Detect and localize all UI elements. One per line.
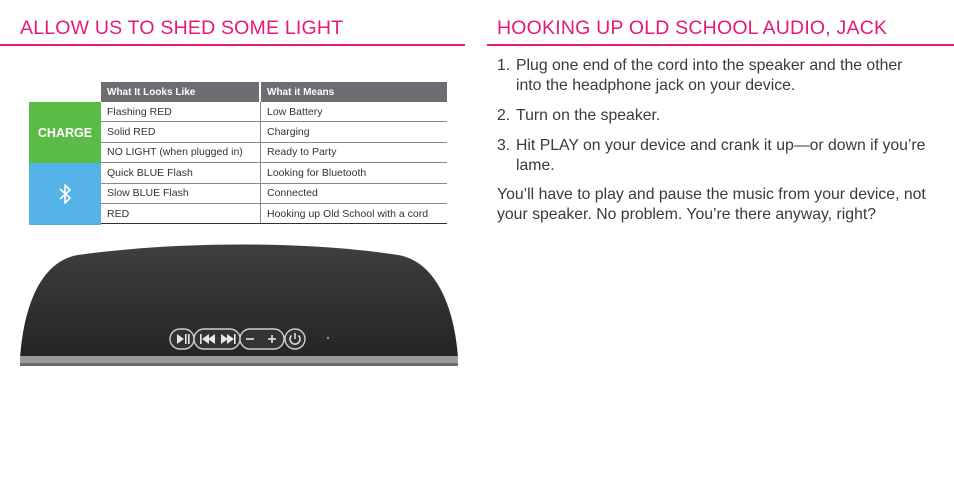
cell-looks: RED [101,204,261,223]
bluetooth-indicator-block [29,163,101,225]
cell-looks: Slow BLUE Flash [101,184,261,203]
heading-rule-left [0,44,465,46]
step-number: 3. [497,137,511,154]
step-text: Hit PLAY on your device and crank it up—or down if you’re lame. [516,137,926,174]
table-row [101,102,447,122]
table-row [101,143,447,163]
table-row [101,184,447,204]
cell-means: Connected [267,187,318,200]
note-paragraph: You’ll have to play and pause the music from your device, not your speaker. No problem. You’re there anyway, right? [497,186,926,223]
bluetooth-icon [58,183,72,205]
speaker-illustration [18,243,460,371]
section-heading-led-guide: ALLOW US TO SHED SOME LIGHT [20,17,344,39]
cell-looks: Flashing RED [101,102,261,121]
instruction-step [497,56,930,96]
table-row [101,204,447,224]
table-row [101,163,447,183]
table-row [101,122,447,142]
cell-means: Low Battery [267,105,323,118]
cell-looks: NO LIGHT (when plugged in) [101,143,261,162]
cell-means: Ready to Party [267,146,337,159]
charge-indicator-block [29,102,101,163]
cell-means: Charging [267,126,310,139]
col-header-means: What it Means [267,86,335,98]
heading-rule-right [487,44,954,46]
step-number: 1. [497,57,511,74]
step-number: 2. [497,107,511,124]
step-text: Plug one end of the cord into the speaker and the other into the headphone jack on your device. [516,57,903,94]
col-header-looks: What It Looks Like [101,82,261,102]
cell-looks: Solid RED [101,122,261,141]
step-text: Turn on the speaker. [516,107,661,124]
cell-means: Hooking up Old School with a cord [267,207,429,220]
charge-label: CHARGE [37,125,93,140]
instruction-step [497,106,930,126]
cell-means: Looking for Bluetooth [267,166,367,179]
section-heading-audio-jack: HOOKING UP OLD SCHOOL AUDIO, JACK [497,17,888,39]
table-header [101,82,447,102]
led-status-table [101,82,447,224]
cell-looks: Quick BLUE Flash [101,163,261,182]
instruction-step [497,136,930,176]
status-led [327,337,329,339]
